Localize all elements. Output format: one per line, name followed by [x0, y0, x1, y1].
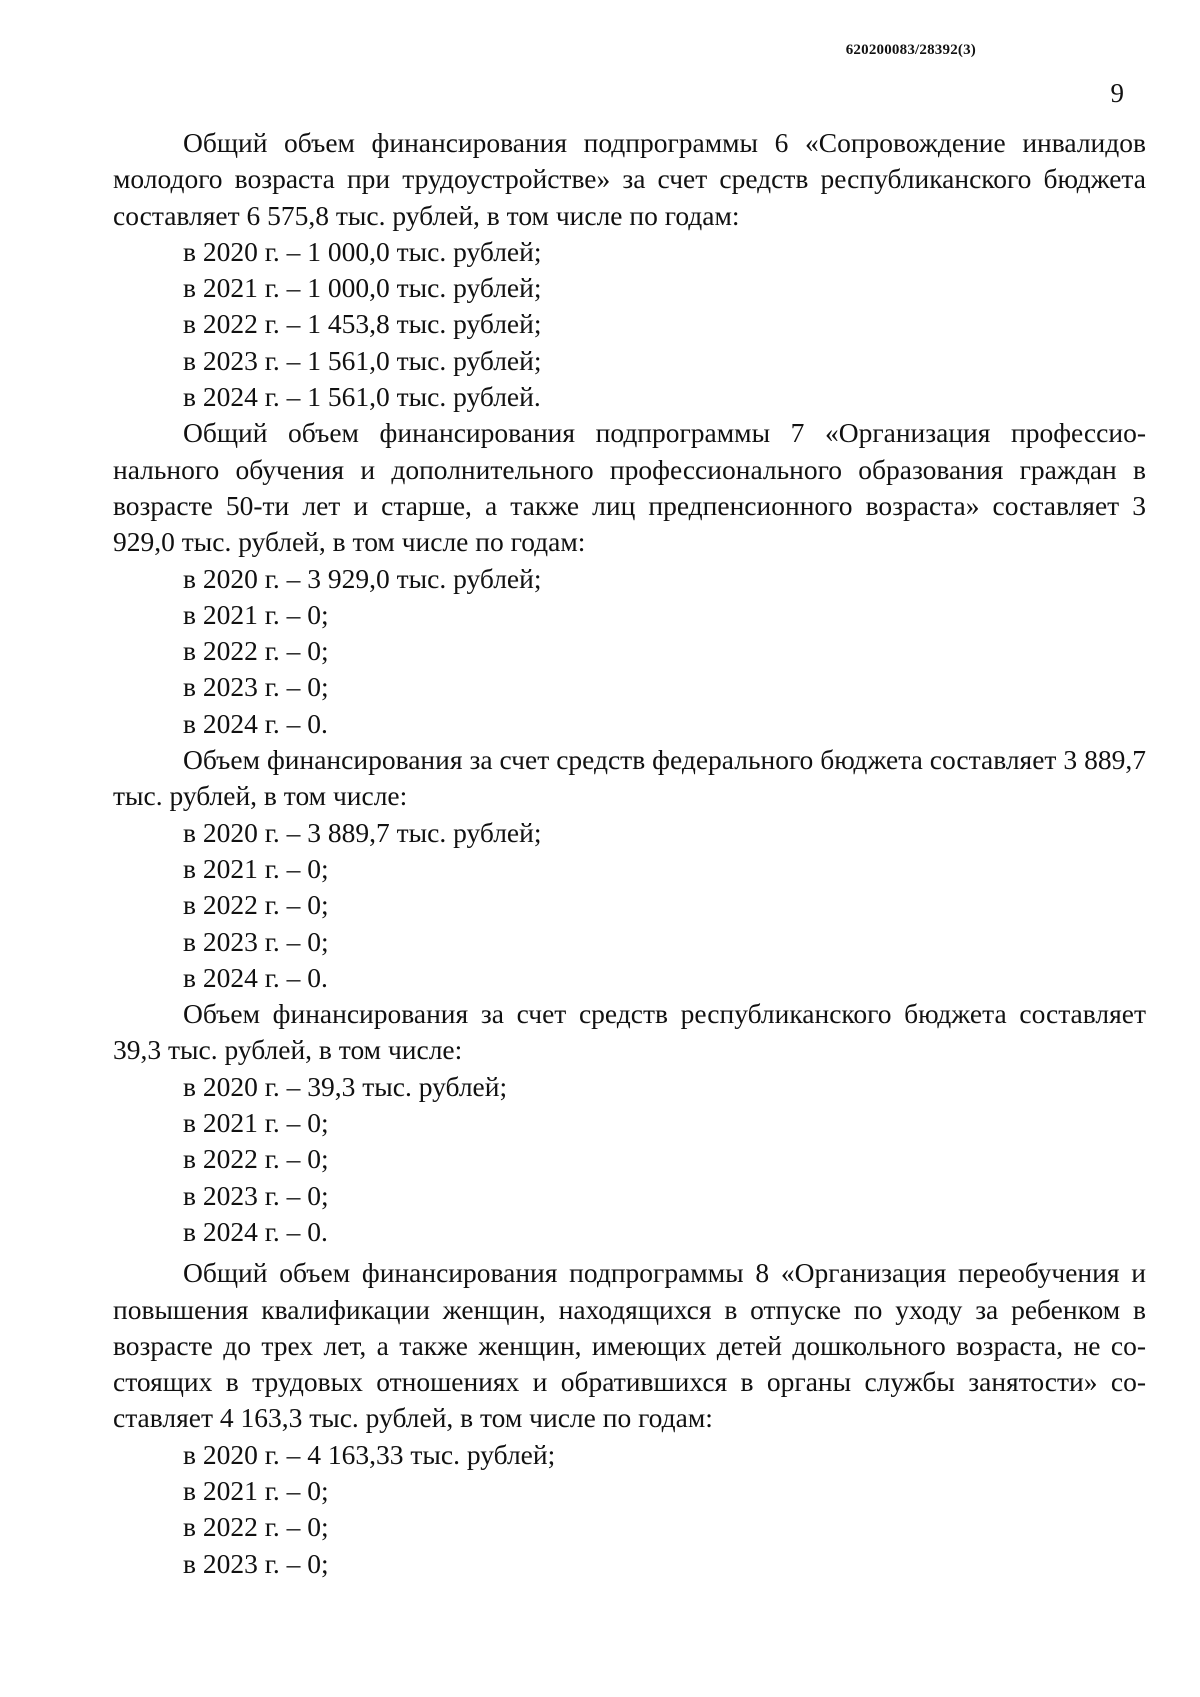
- paragraph-subprogram-6: Общий объем финансирования подпрограммы 6 «Сопровождение инвалидов молодого возраста при трудоустройстве» за счет средств республиканского бюджета составляет 6 575,8 тыс. рублей, в том числе по годам:: [113, 127, 1146, 231]
- year-line: в 2024 г. – 0.: [183, 961, 328, 993]
- year-line: в 2023 г. – 0;: [183, 671, 329, 703]
- year-line: в 2020 г. – 3 929,0 тыс. рублей;: [183, 562, 542, 594]
- year-line: в 2021 г. – 0;: [183, 598, 329, 630]
- year-line: в 2020 г. – 1 000,0 тыс. рублей;: [183, 235, 542, 267]
- page-number: 9: [1110, 78, 1124, 108]
- paragraph-subprogram-8: Общий объем финансирования подпрограммы 8 «Организация переобучения и повышения квалификации женщин, находящихся в отпуске по уходу за ребенком в возрасте до трех лет, а также женщин, имеющих детей дошкольного возраста, не состоящих в трудовых отношениях и обратившихся в органы службы занятости» составляет 4 163,3 тыс. рублей, в том числе по годам:: [113, 1257, 1146, 1434]
- year-line: в 2024 г. – 0.: [183, 707, 328, 739]
- year-line: в 2021 г. – 0;: [183, 852, 329, 884]
- paragraph-federal-budget: Объем финансирования за счет средств федерального бюджета составляет 3 889,7 тыс. рублей, в том числе:: [113, 744, 1146, 812]
- year-line: в 2023 г. – 0;: [183, 925, 329, 957]
- paragraph-subprogram-7: Общий объем финансирования подпрограммы 7 «Организация профессионального обучения и дополнительного профессионального образования граждан в возрасте 50-ти лет и старше, а также лиц предпенсионного возраста» составляет 3 929,0 тыс. рублей, в том числе по годам:: [113, 417, 1146, 558]
- document-body: [113, 125, 1146, 1582]
- year-line: в 2022 г. – 0;: [183, 635, 329, 667]
- year-line: в 2020 г. – 3 889,7 тыс. рублей;: [183, 816, 542, 848]
- year-line: в 2021 г. – 1 000,0 тыс. рублей;: [183, 272, 542, 304]
- year-line: в 2023 г. – 0;: [183, 1547, 329, 1579]
- year-line: в 2022 г. – 1 453,8 тыс. рублей;: [183, 308, 542, 340]
- year-line: в 2022 г. – 0;: [183, 1511, 329, 1543]
- year-line: в 2023 г. – 1 561,0 тыс. рублей;: [183, 344, 542, 376]
- year-line: в 2020 г. – 39,3 тыс. рублей;: [183, 1070, 508, 1102]
- year-line: в 2023 г. – 0;: [183, 1179, 329, 1211]
- year-line: в 2024 г. – 0.: [183, 1215, 328, 1247]
- year-line: в 2020 г. – 4 163,33 тыс. рублей;: [183, 1438, 556, 1470]
- paragraph-republican-budget: Объем финансирования за счет средств республиканского бюджета составляет 39,3 тыс. рублей, в том числе:: [113, 998, 1146, 1066]
- year-line: в 2024 г. – 1 561,0 тыс. рублей.: [183, 381, 541, 413]
- year-line: в 2021 г. – 0;: [183, 1107, 329, 1139]
- year-line: в 2022 г. – 0;: [183, 889, 329, 921]
- document-code: 620200083/28392(3): [845, 42, 976, 58]
- year-line: в 2021 г. – 0;: [183, 1474, 329, 1506]
- year-line: в 2022 г. – 0;: [183, 1143, 329, 1175]
